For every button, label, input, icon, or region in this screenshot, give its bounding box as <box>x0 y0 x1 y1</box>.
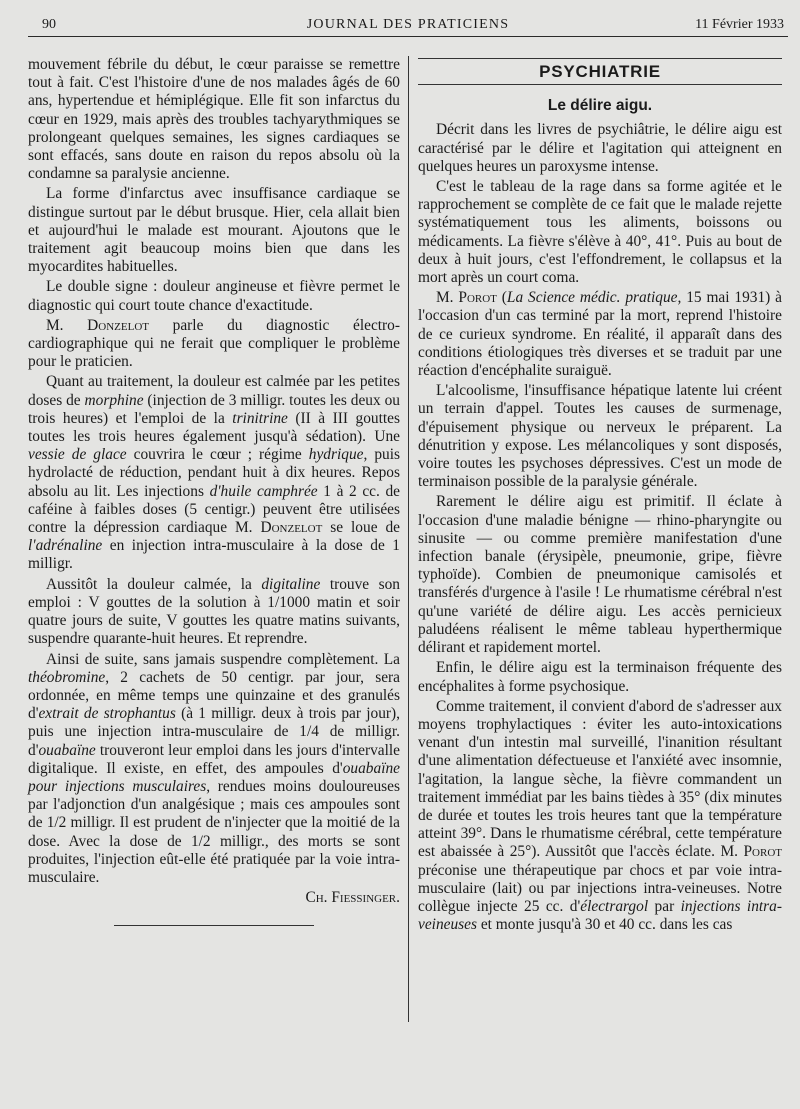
author-name: M. Porot <box>720 843 782 861</box>
paragraph-text: Aussitôt la douleur calmée, la <box>46 575 262 593</box>
paragraph-text: trouve son emploi : V gouttes de la solution à 1/1000 matin et soir quatre jours de suite, V gouttes les quatre matins suivants, suspendre quarante-huit heures. Et reprendre. <box>28 575 400 648</box>
emphasis: théobromine <box>28 668 106 686</box>
emphasis: digitaline <box>261 575 321 593</box>
paragraph-text: ( <box>496 289 507 307</box>
paragraph: C'est le tableau de la rage dans sa forme agitée et le rapprochement se complète de ce fait que le malade rejette systématiquement tous les aliments, boissons ou médicaments. La fièvre s'élève à 40°, 41°. Puis au bout de deux à huit jours, c'est l'effondrement, le collapsus et la mort après un court coma. <box>418 178 782 287</box>
paragraph <box>28 651 400 888</box>
emphasis: extrait de strophantus <box>38 705 176 723</box>
paragraph-text: Comme traitement, il convient d'abord de s'adresser aux moyens trophylactiques : éviter les auto-intoxications venant d'un intestin mal surveillé, l'inanition résultant d'une alimentation défectueuse et l'anxiété avec insomnie, l'agitation, la langue sèche, la fièvre commandent un traitement immédiat par les bains tièdes à 35° (dix minutes de durée et toutes les trois heures tant que la température atteint 39°. Dans le rhumatisme cérébral, cette température est abaissée à 25°). Aussitôt que l'accès éclate. <box>418 697 782 861</box>
article-signature: Ch. Fiessinger. <box>305 889 400 907</box>
emphasis: injections intra-veineuses <box>418 897 782 934</box>
paragraph-text: par <box>648 897 681 915</box>
paragraph: Rarement le délire aigu est primitif. Il éclate à l'occasion d'une maladie bénigne — rhino-pharyngite ou sinusite — ou comme première manifestation d'une infection banale (érysipèle, pneumonie, gripe, fièvre typhoïde). Combien de pneumonique camisolés et transférés d'urgence à l'asile ! Le rhumatisme cérébral n'est qu'une variété de délire aigu. Les accès pernicieux paludéens réalisent le même tableau hyperthermique délirant et rapidement mortel. <box>418 493 782 657</box>
citation: La Science médic. pratique, <box>506 289 682 307</box>
paragraph <box>418 698 782 935</box>
paragraph: Le double signe : douleur angineuse et fièvre permet le diagnostic qui court toute chance d'exactitude. <box>28 278 400 314</box>
paragraph-text: , 2 cachets de 50 centigr. par jour, sera ordonnée, en même temps une quinzaine et des granulés d' <box>28 668 400 723</box>
right-column <box>418 56 782 934</box>
paragraph-text: et monte jusqu'à 30 et 40 cc. dans les cas <box>476 916 733 934</box>
paragraph: Enfin, le délire aigu est la terminaison fréquente des encéphalites à forme psychosique. <box>418 659 782 695</box>
paragraph-text: 15 mai 1931) à l'occasion d'un cas terminé par la mort, reprend l'histoire de ce curieux syndrome. En réalité, il apparaît dans des conditions étiologiques très diverses et se traduit par une réaction d'encéphalite suraiguë. <box>418 289 782 380</box>
paragraph-text: préconise une thérapeutique par chocs et par voie intra-musculaire (lait) ou par injections intra-veineuses. Notre collègue injecte 25 cc. d' <box>418 861 782 915</box>
emphasis: morphine <box>84 391 144 409</box>
author-name: M. Donzelot <box>46 316 150 334</box>
paragraph: mouvement fébrile du début, le cœur paraisse se remettre tout à fait. C'est l'histoire d'une de nos malades âgés de 60 ans, hypertendue et hémiplégique. Elle fit son infarctus du cœur en 1929, mais après des troubles tachyarythmiques se prolongeant quelques semaines, les signes cardiaques se sont effacés, sans doute en raison du repos absolu où la condamne sa paralysie ancienne. <box>28 56 400 183</box>
author-name: M. Porot <box>436 289 497 307</box>
paragraph <box>28 317 400 372</box>
section-heading: PSYCHIATRIE <box>418 58 782 85</box>
paragraph-text: 1 à 2 cc. de caféine à faibles doses (5 centigr.) peuvent être utilisées contre la dépression cardiaque <box>28 482 401 537</box>
paragraph-text: couvrira le cœur ; régime <box>126 446 309 464</box>
paragraph-text: (à 1 milligr. deux à trois par jour), puis une injection intra-musculaire de 1/4 de milligr. d' <box>28 705 400 759</box>
running-head <box>28 14 788 37</box>
paragraph-text: Quant au traitement, la douleur est calmée par les petites doses de <box>28 373 400 409</box>
emphasis: vessie de glace <box>28 446 127 464</box>
paragraph-text: , puis hydrolacté de réduction, pendant huit à dix heures. Repos absolu au lit. Les injections <box>28 446 400 500</box>
paragraph: Décrit dans les livres de psychiâtrie, le délire aigu est caractérisé par le délire et l'agitation qui atteignent en quelques heures un paroxysme intense. <box>418 121 782 175</box>
paragraph-text: se loue de <box>322 519 400 537</box>
paragraph-text: (injection de 3 milligr. toutes les deux ou trois heures) et l'emploi de la <box>28 391 400 427</box>
paragraph-text: trouveront leur emploi dans les jours d'intervalle digitalique. Il existe, en effet, des ampoules d' <box>28 741 400 777</box>
author-name: M. Donzelot <box>235 519 323 537</box>
journal-title: JOURNAL DES PRATICIENS <box>306 17 510 32</box>
left-column <box>28 56 400 926</box>
paragraph <box>418 289 782 380</box>
closing-rule <box>114 925 314 926</box>
emphasis: l'adrénaline <box>28 537 103 555</box>
emphasis: d'huile camphrée <box>209 482 318 500</box>
paragraph-text: parle du diagnostic électro-cardiographique qui ne ferait que compliquer le problème pour le praticien. <box>28 316 400 371</box>
emphasis: électrargol <box>580 897 649 915</box>
paragraph-text: (II à III gouttes toutes les trois heures également jusqu'à sédation). Une <box>28 409 400 446</box>
paragraph-text: en injection intra-musculaire à la dose de 1 milligr. <box>28 537 400 573</box>
paragraph <box>28 576 400 649</box>
paragraph-text: , rendues moins douloureuses par l'adjonction d'un analgésique ; mais ces ampoules sont de 1/2 milligr. Il est prudent de n'injecter que la moitié de la dose. Avec la dose de 1/2 milligr., des morts se sont produites, l'injection eût-elle été pratiquée par la voie intra-musculaire. <box>28 777 400 886</box>
article-title: Le délire aigu. <box>547 97 653 115</box>
emphasis: trinitrine <box>232 409 288 427</box>
paragraph: La forme d'infarctus avec insuffisance cardiaque se distingue surtout par le début brusque. Hier, cela allait bien et aujourd'hui le malade est mourant. Ajoutons que le traitement agit beaucoup moins bien que dans les myocardites habituelles. <box>28 185 400 276</box>
emphasis: hydrique <box>308 446 364 464</box>
paragraph: L'alcoolisme, l'insuffisance hépatique latente lui créent un terrain d'appel. Toutes les causes de surmenage, d'épuisement physique ou nerveux le préparent. La dénutrition y expose. Les mélancoliques y sont disposés, voire toutes les psychoses dépressives. C'est un mode de terminaison possible de la paralysie générale. <box>418 382 782 491</box>
paragraph <box>28 373 400 573</box>
emphasis: ouabaïne <box>38 741 96 759</box>
column-divider <box>408 56 409 1022</box>
page-number: 90 <box>42 17 56 32</box>
issue-date: 11 Février 1933 <box>695 17 784 32</box>
emphasis: ouabaïne pour injections musculaires <box>28 759 400 795</box>
paragraph-text: Ainsi de suite, sans jamais suspendre complètement. La <box>46 650 400 668</box>
